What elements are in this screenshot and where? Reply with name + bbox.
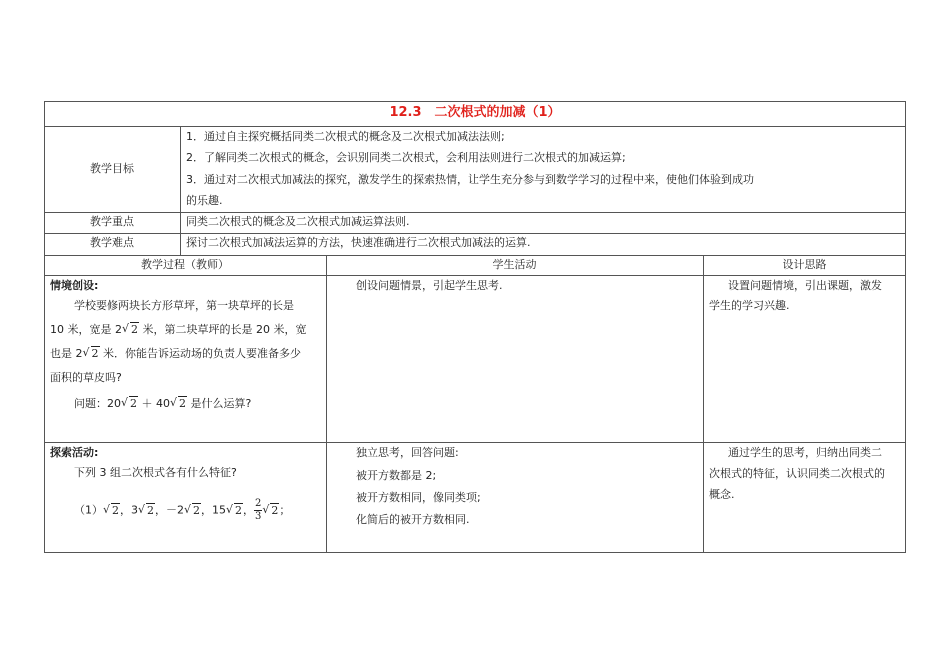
section2-student: 化简后的被开方数相同. (356, 513, 470, 526)
goal-item: 的乐趣. (186, 194, 223, 207)
fraction: $\frac{2}{3}$ (255, 498, 262, 522)
row-divider (44, 255, 906, 256)
column-divider (703, 255, 704, 553)
sqrt-symbol: √ 2 (170, 396, 187, 412)
sqrt-symbol: √ 2 (138, 503, 155, 519)
section2-line: 下列 3 组二次根式各有什么特征? (74, 466, 237, 479)
header-teacher: 教学过程（教师） (141, 258, 229, 271)
section1-question: 问题：20√ 2 ＋ 40√ 2 是什么运算? (74, 396, 251, 412)
section1-line: 也是 2√ 2 米．你能告诉运动场的负责人要准备多少 (50, 346, 301, 362)
goal-item: 2．了解同类二次根式的概念，会识别同类二次根式，会利用法则进行二次根式的加减运算; (186, 151, 626, 164)
sqrt-symbol: √ 2 (103, 503, 120, 519)
goals-label: 教学目标 (90, 162, 134, 175)
column-divider (326, 255, 327, 553)
section2-design: 概念. (709, 488, 735, 501)
row-divider (44, 212, 906, 213)
section1-line: 学校要修两块长方形草坪，第一块草坪的长是 (74, 299, 294, 312)
focus-label: 教学重点 (90, 215, 134, 228)
section1-design: 设置问题情境，引出课题，激发 (728, 279, 882, 292)
sqrt-symbol: √ 2 (122, 322, 139, 338)
goal-item: 1．通过自主探究概括同类二次根式的概念及二次根式加减法法则; (186, 130, 505, 143)
sqrt-symbol: √ 2 (121, 396, 138, 412)
section2-heading: 探索活动: (50, 446, 99, 459)
row-divider (44, 233, 906, 234)
page-title: 12.3 二次根式的加减（1） (389, 105, 561, 120)
section2-student: 独立思考，回答问题: (356, 446, 459, 459)
row-divider (44, 275, 906, 276)
section2-design: 次根式的特征，认识同类二次根式的 (709, 467, 885, 480)
focus-text: 同类二次根式的概念及二次根式加减运算法则. (186, 215, 410, 228)
header-student: 学生活动 (492, 258, 537, 271)
sqrt-symbol: √ 2 (184, 503, 201, 519)
row-divider (44, 442, 906, 443)
column-divider (180, 126, 181, 255)
header-design: 设计思路 (782, 258, 827, 271)
section2-design: 通过学生的思考，归纳出同类二 (728, 446, 882, 459)
sqrt-symbol: √ 2 (262, 503, 279, 519)
section1-student: 创设问题情景，引起学生思考. (356, 279, 503, 292)
difficulty-text: 探讨二次根式加减法运算的方法，快速准确进行二次根式加减法的运算. (186, 236, 531, 249)
goal-item: 3．通过对二次根式加减法的探究，激发学生的探索热情，让学生充分参与到数学学习的过程中来，使他们体验到成功 (186, 173, 754, 186)
row-divider (44, 126, 906, 127)
section1-line: 面积的草皮吗? (50, 371, 122, 384)
difficulty-label: 教学难点 (90, 236, 134, 249)
section1-heading: 情境创设: (50, 279, 99, 292)
section2-student: 被开方数相同，像同类项; (356, 491, 481, 504)
section2-formula: （1）√ 2，3√ 2，－2√ 2，15√ 2， $\frac{2}{3}$ √ 2； (74, 498, 290, 523)
section1-design: 学生的学习兴趣. (709, 299, 790, 312)
section1-line: 10 米，宽是 2√ 2 米，第二块草坪的长是 20 米，宽 (50, 322, 307, 338)
section2-student: 被开方数都是 2; (356, 469, 437, 482)
sqrt-symbol: √ 2 (83, 346, 100, 362)
sqrt-symbol: √ 2 (226, 503, 243, 519)
